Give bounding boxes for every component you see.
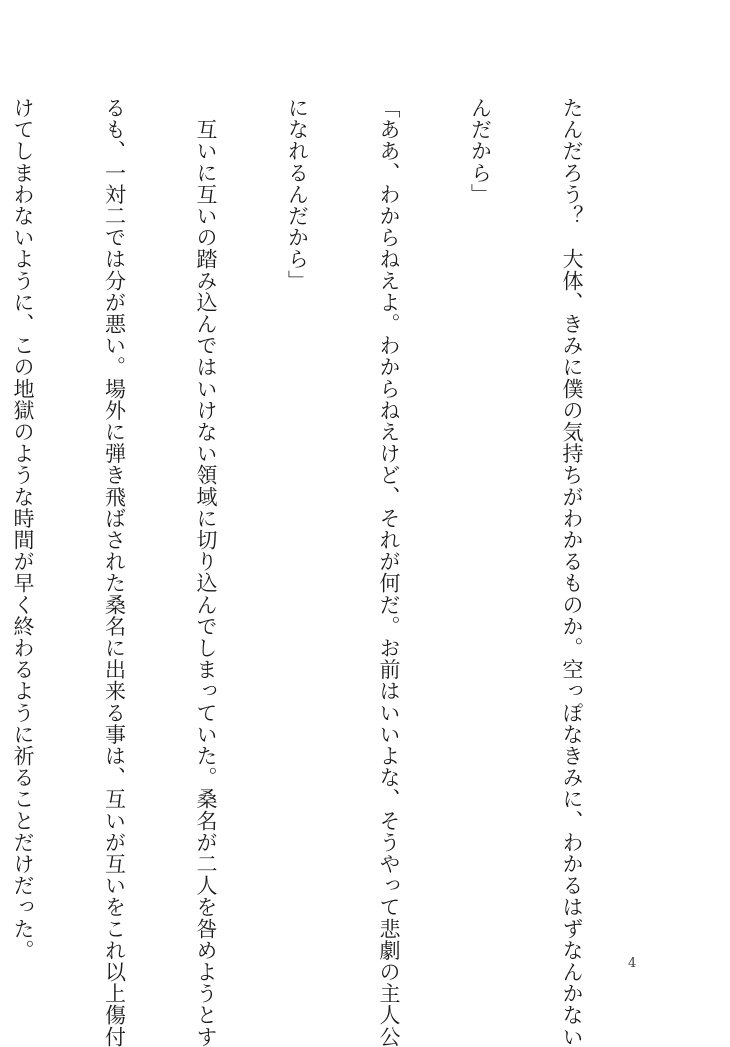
text-line: 「ああ、わからねえよ。わからねえけど、それが何だ。お前はいいよな、そうやって悲劇の主人公: [377, 97, 401, 1047]
vertical-text-body: [0, 97, 648, 1047]
text-line: になれるんだから」: [285, 97, 310, 292]
text-line: 互いに互いの踏み込んではいけない領域に切り込んでしまっていた。桑名が二人を咎めようとす: [194, 97, 218, 1047]
text-line: けてしまわないように、この地獄のような時間が早く終わるように祈ることだけだった。: [11, 97, 35, 961]
text-line: るも、一対二では分が悪い。場外に弾き飛ばされた桑名に出来る事は、互いが互いをこれ以上傷付: [102, 97, 127, 1047]
text-line: んだから」: [468, 97, 493, 205]
text-line: たんだろう？ 大体、きみに僕の気持ちがわかるものか。空っぽなきみに、わかるはずなんかない: [560, 97, 584, 1047]
page-number: 4: [628, 956, 637, 971]
